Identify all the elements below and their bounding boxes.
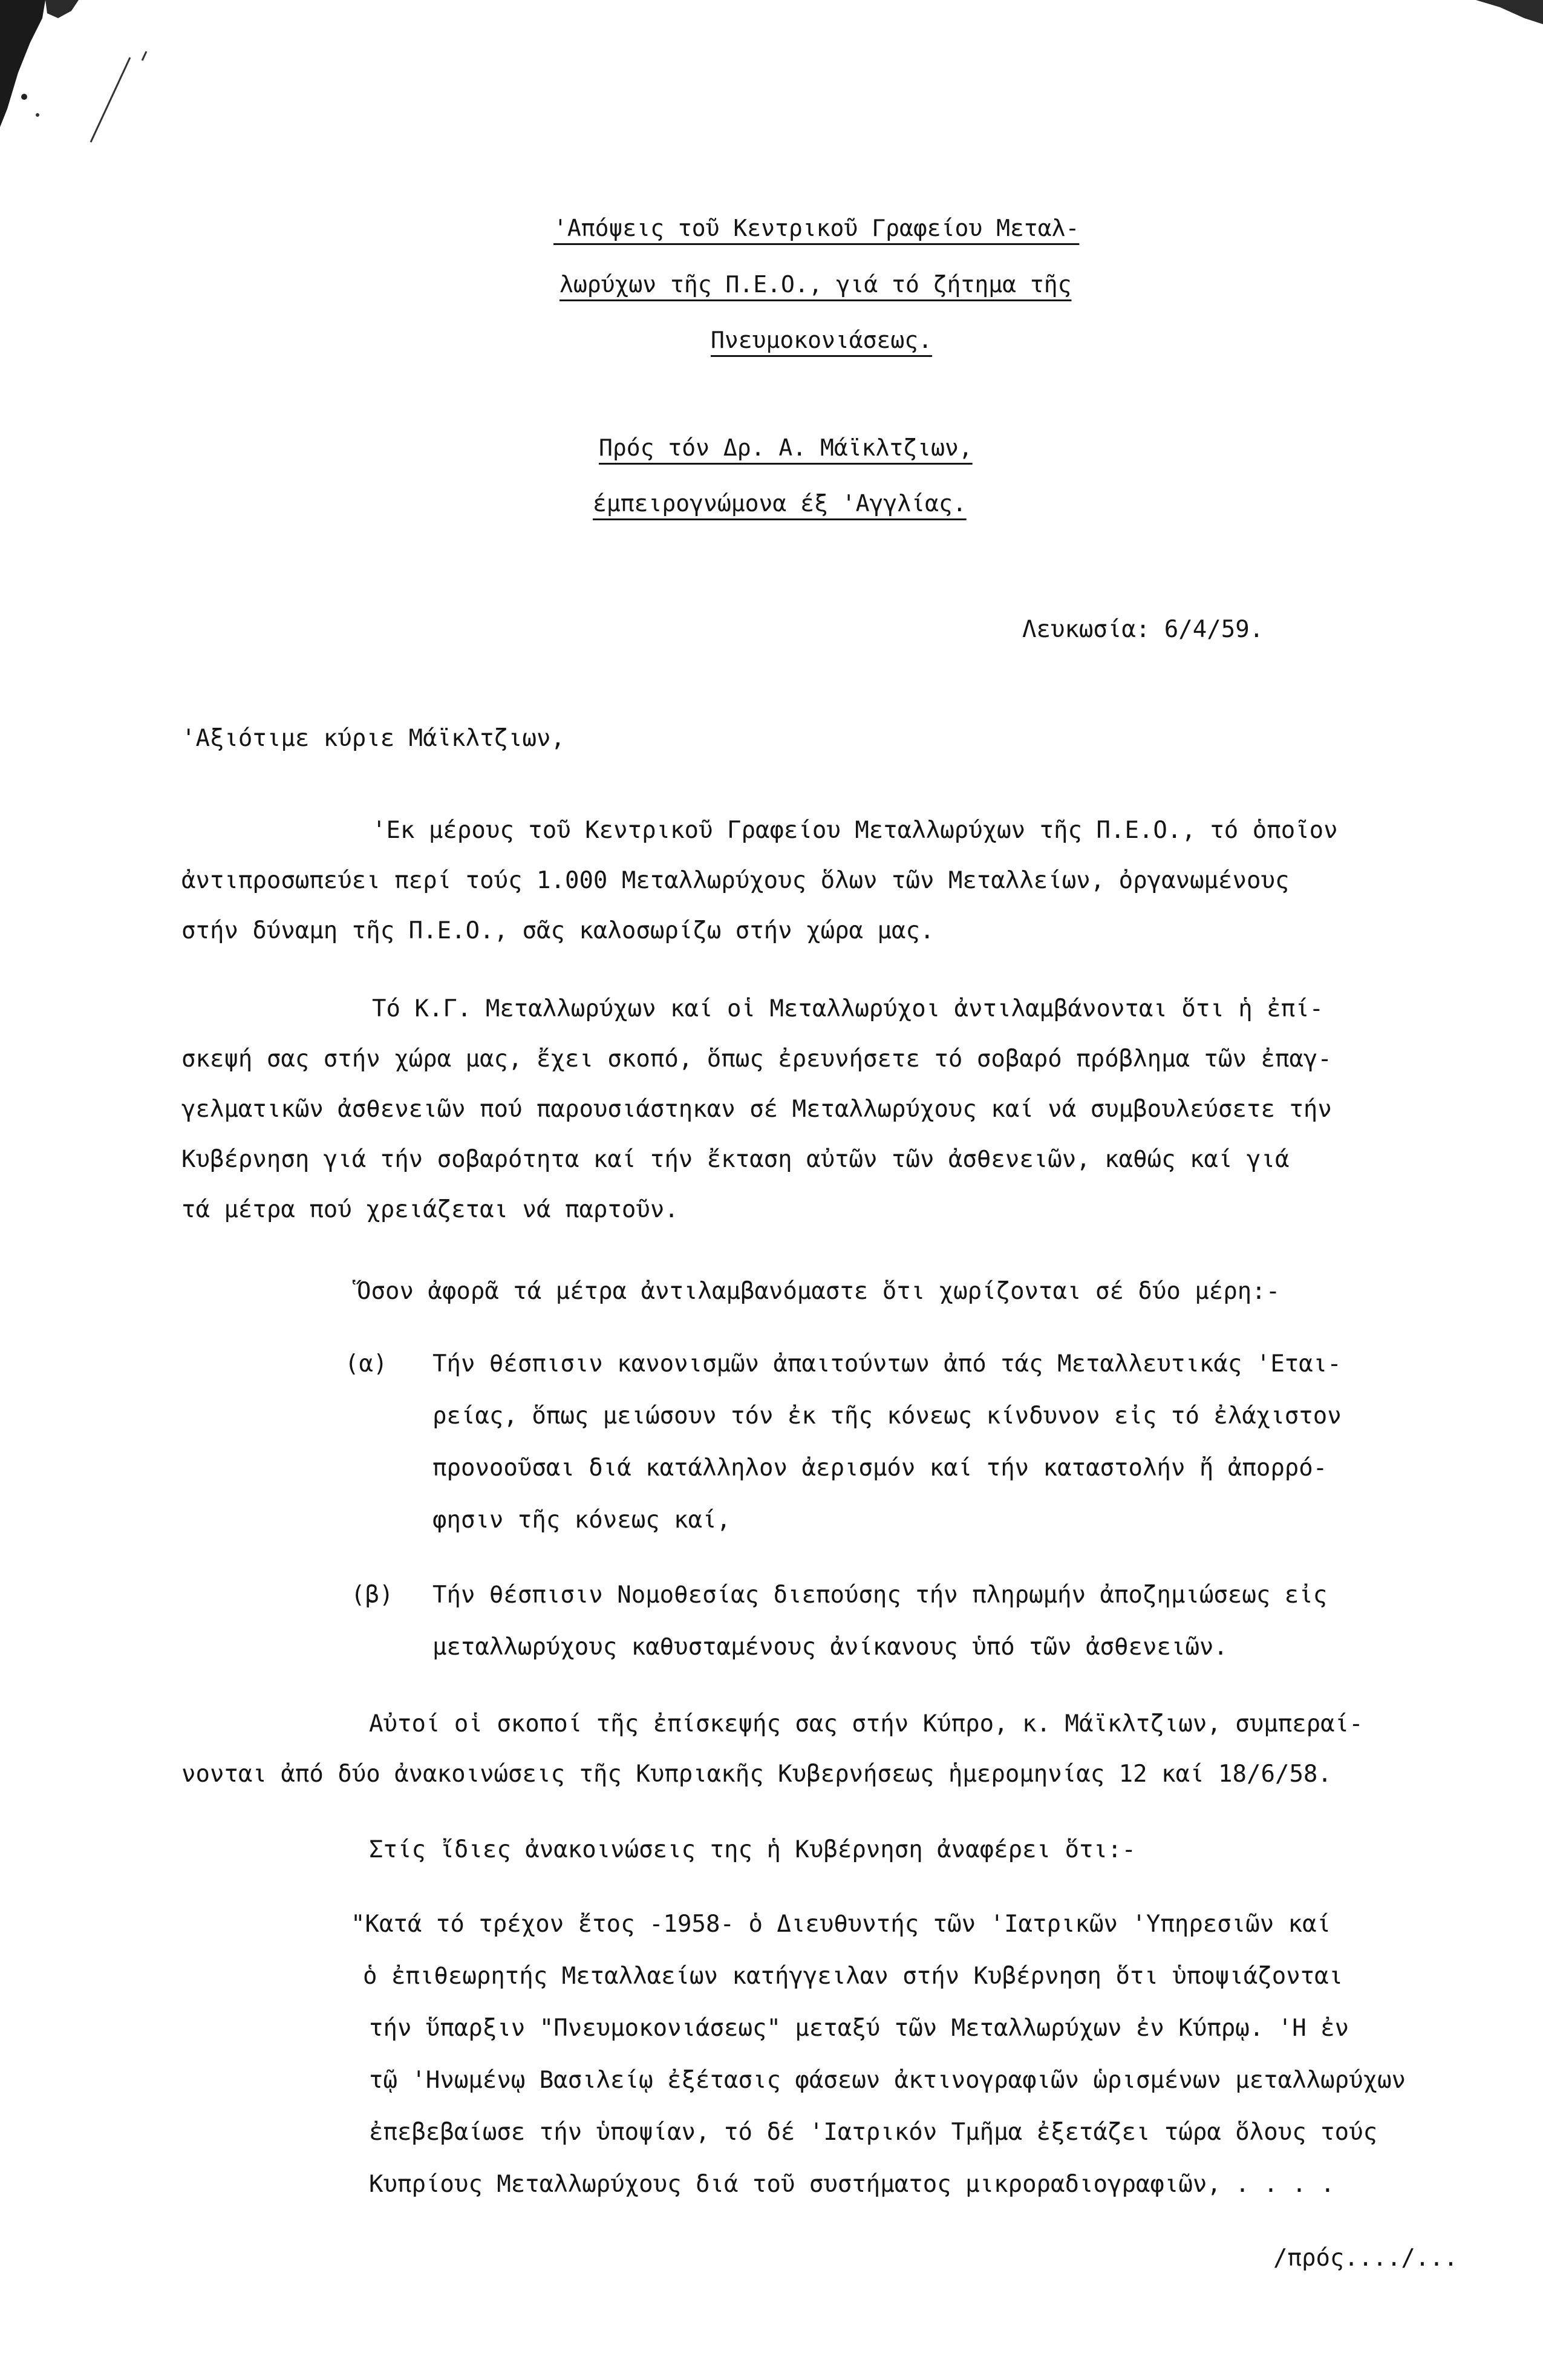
dateline: Λευκωσία: 6/4/59.	[1022, 616, 1264, 643]
scan-edge-mark	[1440, 0, 1543, 36]
paragraph-2-line: τά μέτρα πού χρειάζεται νά παρτοῦν.	[181, 1196, 679, 1223]
quote-line: ὁ ἐπιθεωρητής Μεταλλαείων κατήγγειλαν στήν Κυβέρνηση ὅτι ὑποψιάζονται	[363, 1963, 1343, 1990]
paragraph-4-line: Αὐτοί οἱ σκοποί τῆς ἐπίσκεψής σας στήν Κύπρο, κ. Μάϊκλτζιων, συμπεραί-	[369, 1710, 1363, 1738]
paragraph-2-line: σκεψή σας στήν χώρα μας, ἔχει σκοπό, ὅπως ἐρευνήσετε τό σοβαρό πρόβλημα τῶν ἐπαγ-	[181, 1045, 1332, 1073]
recipient-line: Πρός τόν Δρ. Α. Μάϊκλτζιων,	[599, 434, 973, 461]
paragraph-1-line: 'Εκ μέρους τοῦ Κεντρικοῦ Γραφείου Μεταλλωρύχων τῆς Π.Ε.Ο., τό ὁποῖον	[372, 817, 1338, 844]
list-item-line: Τήν θέσπισιν Νομοθεσίας διεπούσης τήν πληρωμήν ἀποζημιώσεως εἰς	[432, 1581, 1328, 1609]
heading-line: λωρύχων τῆς Π.Ε.Ο., γιά τό ζήτημα τῆς	[559, 271, 1072, 298]
paragraph-4-line: νονται ἀπό δύο ἀνακοινώσεις τῆς Κυπριακῆς Κυβερνήσεως ἡμερομηνίας 12 καί 18/6/58.	[181, 1760, 1332, 1788]
quote-line: Κυπρίους Μεταλλωρύχους διά τοῦ συστήματος μικροραδιογραφιῶν, . . . .	[369, 2171, 1335, 2198]
paragraph-2-line: Τό Κ.Γ. Μεταλλωρύχων καί οἱ Μεταλλωρύχοι ἀντιλαμβάνονται ὅτι ἡ ἐπί-	[372, 995, 1324, 1022]
list-item-label: (β)	[351, 1581, 394, 1609]
list-item-line: προνοοῦσαι διά κατάλληλον ἀερισμόν καί τήν καταστολήν ἤ ἀπορρό-	[432, 1454, 1328, 1482]
paragraph-2-line: γελματικῶν ἀσθενειῶν πού παρουσιάστηκαν σέ Μεταλλωρύχους καί νά συμβουλεύσετε τήν	[181, 1096, 1332, 1123]
scan-edge-mark	[0, 0, 157, 157]
paragraph-5: Στίς ἴδιες ἀνακοινώσεις της ἡ Κυβέρνηση ἀναφέρει ὅτι:-	[369, 1836, 1136, 1863]
list-item-line: μεταλλωρύχους καθυσταμένους ἀνίκανους ὑπό τῶν ἀσθενειῶν.	[432, 1633, 1228, 1661]
quote-line: ἐπεβεβαίωσε τήν ὑποψίαν, τό δέ 'Ιατρικόν Τμῆμα ἐξετάζει τώρα ὅλους τούς	[369, 2119, 1378, 2146]
recipient-line: έμπειρογνώμονα έξ 'Αγγλίας.	[593, 490, 967, 517]
heading-line: 'Απόψεις τοῦ Κεντρικοῦ Γραφείου Μεταλ-	[553, 215, 1080, 241]
list-item-line: φησιν τῆς κόνεως καί,	[432, 1506, 731, 1534]
paragraph-1-line: στήν δύναμη τῆς Π.Ε.Ο., σᾶς καλοσωρίζω στήν χώρα μας.	[181, 917, 935, 944]
salutation: 'Αξιότιμε κύριε Μάϊκλτζιων,	[181, 725, 565, 752]
paragraph-2-line: Κυβέρνηση γιά τήν σοβαρότητα καί τήν ἔκταση αὐτῶν τῶν ἀσθενειῶν, καθώς καί γιά	[181, 1146, 1290, 1173]
list-item-line: ρείας, ὅπως μειώσουν τόν ἐκ τῆς κόνεως κίνδυνον εἰς τό ἐλάχιστον	[432, 1402, 1342, 1430]
continuation-marker: /πρός..../...	[1273, 2244, 1458, 2272]
quote-line: "Κατά τό τρέχον ἔτος -1958- ὁ Διευθυντής τῶν 'Ιατρικῶν 'Υπηρεσιῶν καί	[351, 1911, 1331, 1938]
quote-line: τῷ 'Ηνωμένῳ Βασιλείῳ ἐξέτασις φάσεων ἀκτινογραφιῶν ὡρισμένων μεταλλωρύχων	[369, 2067, 1406, 2094]
list-item-line: Τήν θέσπισιν κανονισμῶν ἀπαιτούντων ἀπό τάς Μεταλλευτικάς 'Εται-	[432, 1350, 1342, 1378]
heading-line: Πνευμοκονιάσεως.	[711, 327, 933, 353]
paragraph-1-line: ἀντιπροσωπεύει περί τούς 1.000 Μεταλλωρύχους ὅλων τῶν Μεταλλείων, ὀργανωμένους	[181, 867, 1290, 894]
paragraph-3: Ὅσον ἀφορᾶ τά μέτρα ἀντιλαμβανόμαστε ὅτι χωρίζονται σέ δύο μέρη:-	[357, 1278, 1280, 1305]
quote-line: τήν ὕπαρξιν "Πνευμοκονιάσεως" μεταξύ τῶν Μεταλλωρύχων ἐν Κύπρῳ. 'Η ἐν	[369, 2015, 1349, 2042]
list-item-label: (α)	[345, 1350, 388, 1378]
